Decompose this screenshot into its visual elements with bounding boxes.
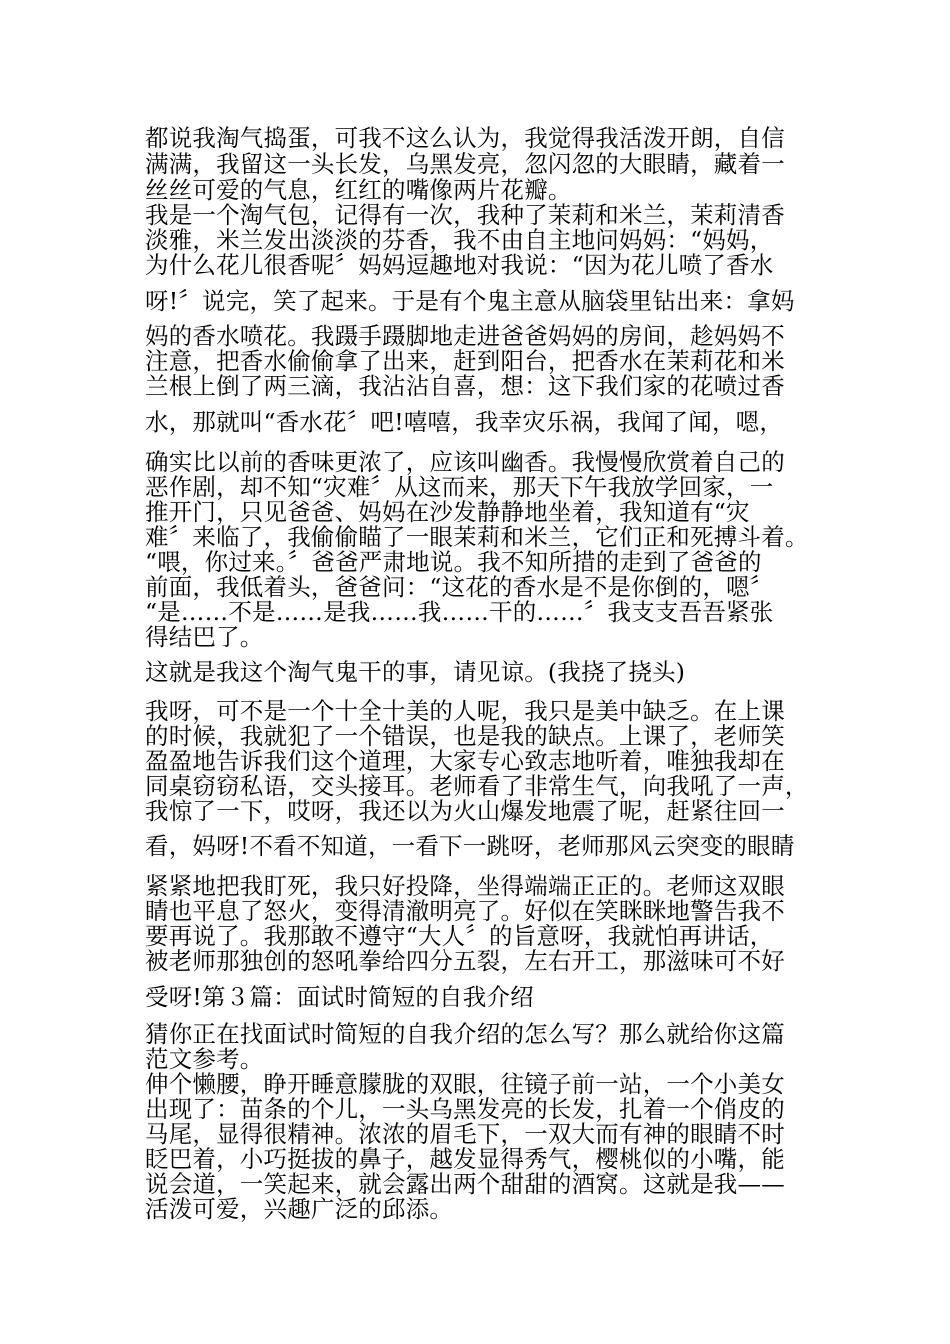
text-line: 我惊了一下，哎呀，我还以为火山爆发地震了呢，赶紧往回一 [145, 797, 785, 825]
text-line: 呀!〞说完，笑了起来。于是有个鬼主意从脑袋里钻出来：拿妈 [145, 287, 795, 315]
text-line: 恶作剧，却不知“灾难〞从这而来，那天下午我放学回家，一 [145, 473, 774, 501]
text-line: “喂，你过来。〞爸爸严肃地说。我不知所措的走到了爸爸的 [145, 548, 762, 576]
text-line: 推开门，只见爸爸、妈妈在沙发静静地坐着，我知道有“灾 [145, 498, 750, 526]
text-line: 盈盈地告诉我们这个道理，大家专心致志地听着，唯独我却在 [145, 747, 785, 775]
text-line: 我是一个淘气包，记得有一次，我种了茉莉和米兰，茉莉清香 [145, 201, 785, 229]
text-line: 说会道，一笑起来，就会露出两个甜甜的酒窝。这就是我—— [145, 1170, 785, 1198]
text-line: 的时候，我就犯了一个错误，也是我的缺点。上课了，老师笑 [145, 722, 785, 750]
text-line: 同桌窃窃私语，交头接耳。老师看了非常生气，向我吼了一声， [145, 772, 809, 800]
text-line: 紧紧地把我盯死，我只好投降，坐得端端正正的。老师这双眼 [145, 872, 785, 900]
text-line: 受呀!第３篇：面试时简短的自我介绍 [145, 983, 534, 1011]
text-line: 被老师那独创的怒吼拳给四分五裂，左右开工，那滋味可不好 [145, 947, 785, 975]
text-line: 范文参考。 [145, 1045, 264, 1073]
text-line: 确实比以前的香味更浓了，应该叫幽香。我慢慢欣赏着自己的 [145, 448, 785, 476]
text-line: 注意，把香水偷偷拿了出来，赶到阳台，把香水在茉莉花和米 [145, 347, 785, 375]
text-line: 伸个懒腰，睁开睡意朦胧的双眼，往镜子前一站，一个小美女 [145, 1070, 785, 1098]
text-line: 马尾，显得很精神。浓浓的眉毛下，一双大而有神的眼睛不时 [145, 1120, 785, 1148]
text-line: 水，那就叫“香水花〞吧!嘻嘻，我幸灾乐祸，我闻了闻，嗯， [145, 408, 784, 436]
text-line: 淡雅，米兰发出淡淡的芬香，我不由自主地问妈妈：“妈妈， [145, 226, 774, 254]
text-line: 猜你正在找面试时简短的自我介绍的怎么写？那么就给你这篇 [145, 1020, 785, 1048]
text-line: 前面，我低着头，爸爸问：“这花的香水是不是你倒的，嗯〞 [145, 573, 774, 601]
text-line: 活泼可爱，兴趣广泛的邱添。 [145, 1195, 454, 1223]
text-line: 得结巴了。 [145, 623, 264, 651]
text-line: 眨巴着，小巧挺拔的鼻子，越发显得秀气，樱桃似的小嘴，能 [145, 1145, 785, 1173]
text-line: 丝丝可爱的气息，红红的嘴像两片花瓣。 [145, 176, 572, 204]
text-line: 兰根上倒了两三滴，我沾沾自喜，想：这下我们家的花喷过香 [145, 372, 785, 400]
text-line: 妈的香水喷花。我蹑手蹑脚地走进爸爸妈妈的房间，趁妈妈不 [145, 322, 785, 350]
text-line: 都说我淘气捣蛋，可我不这么认为，我觉得我活泼开朗，自信 [145, 124, 785, 152]
text-line: 要再说了。我那敢不遵守“大人〞的旨意呀，我就怕再讲话， [145, 922, 774, 950]
text-line: “是……不是……是我……我……干的……〞我支支吾吾紧张 [145, 598, 774, 626]
text-line: 满满，我留这一头长发，乌黑发亮，忽闪忽的大眼睛，藏着一 [145, 150, 785, 178]
text-line: 看，妈呀!不看不知道，一看下一跳呀，老师那风云突变的眼睛 [145, 832, 795, 860]
text-line: 睛也平息了怒火，变得清澈明亮了。好似在笑眯眯地警告我不 [145, 897, 785, 925]
text-line: 难〞来临了，我偷偷瞄了一眼茉莉和米兰，它们正和死搏斗着。 [145, 523, 809, 551]
text-line: 出现了：苗条的个儿，一头乌黑发亮的长发，扎着一个俏皮的 [145, 1095, 785, 1123]
text-line: 这就是我这个淘气鬼干的事，请见谅。(我挠了挠头) [145, 658, 686, 686]
text-line: 为什么花儿很香呢〞妈妈逗趣地对我说：“因为花儿喷了香水 [145, 251, 774, 279]
text-line: 我呀，可不是一个十全十美的人呢，我只是美中缺乏。在上课 [145, 697, 785, 725]
